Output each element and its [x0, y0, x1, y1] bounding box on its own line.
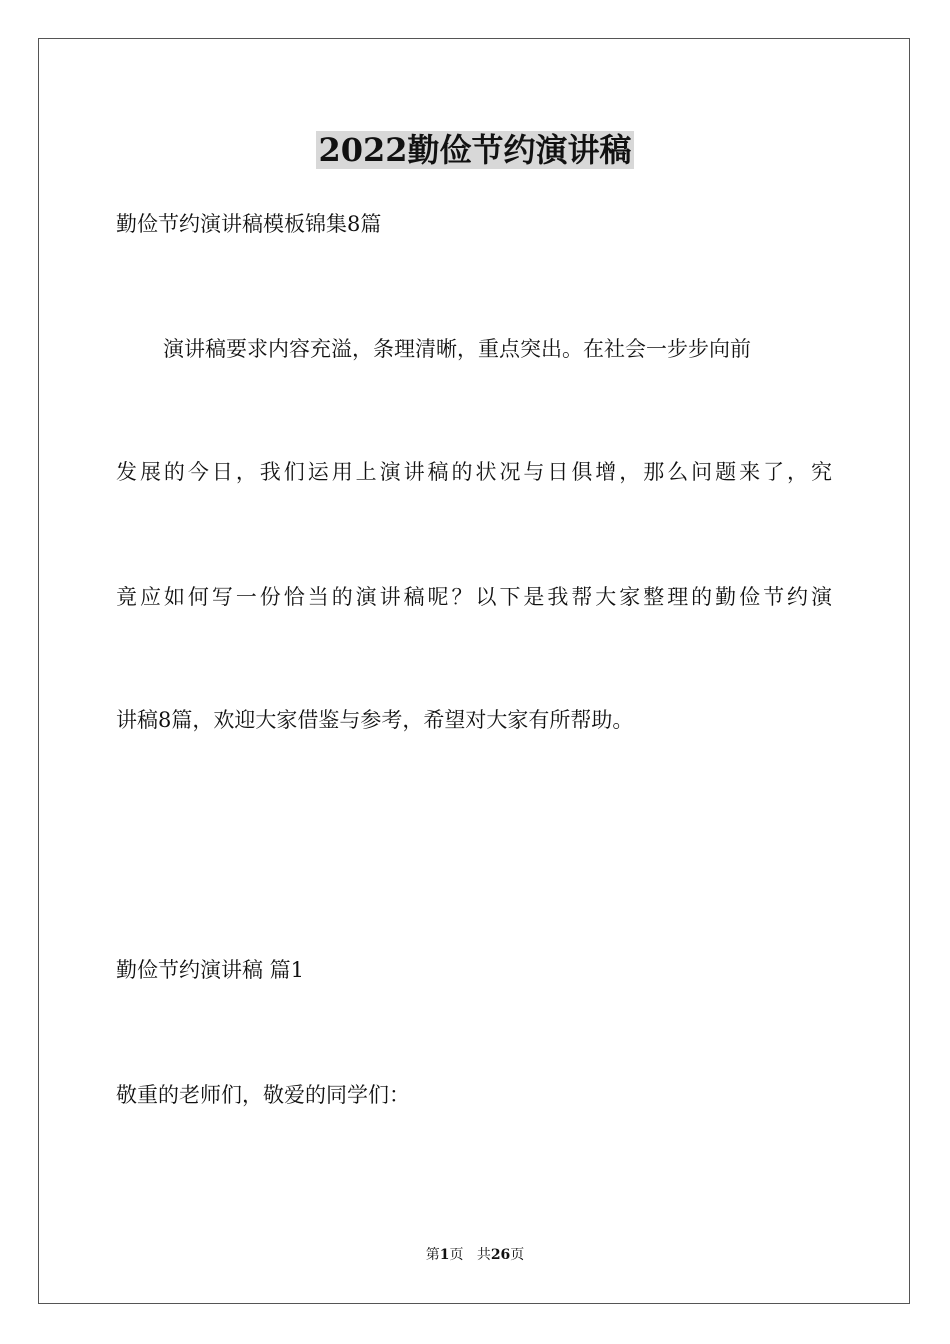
footer-total-prefix: 共: [476, 1247, 491, 1263]
footer-page-prefix: 第: [425, 1247, 440, 1263]
intro-line-2: 发展的今日，我们运用上演讲稿的状况与日俱增，那么问题来了，究: [116, 460, 832, 484]
footer-total-suffix: 页: [510, 1247, 525, 1263]
intro-line-3: 竟应如何写一份恰当的演讲稿呢？以下是我帮大家整理的勤俭节约演: [116, 585, 832, 609]
footer-current-page: 1: [439, 1247, 450, 1263]
section-heading: 勤俭节约演讲稿 篇1: [116, 958, 305, 982]
document-title: [0, 128, 950, 172]
footer-total-pages: 26: [490, 1247, 511, 1263]
document-title-text: 2022勤俭节约演讲稿: [318, 131, 632, 169]
greeting: 敬重的老师们，敬爱的同学们：: [116, 1083, 410, 1107]
document-subtitle: 勤俭节约演讲稿模板锦集8篇: [116, 212, 382, 236]
footer-page-suffix: 页: [449, 1247, 464, 1263]
intro-line-4: 讲稿8篇，欢迎大家借鉴与参考，希望对大家有所帮助。: [116, 708, 634, 732]
intro-line-1: 演讲稿要求内容充溢，条理清晰，重点突出。在社会一步步向前: [163, 337, 751, 361]
page-footer: [0, 1245, 950, 1265]
